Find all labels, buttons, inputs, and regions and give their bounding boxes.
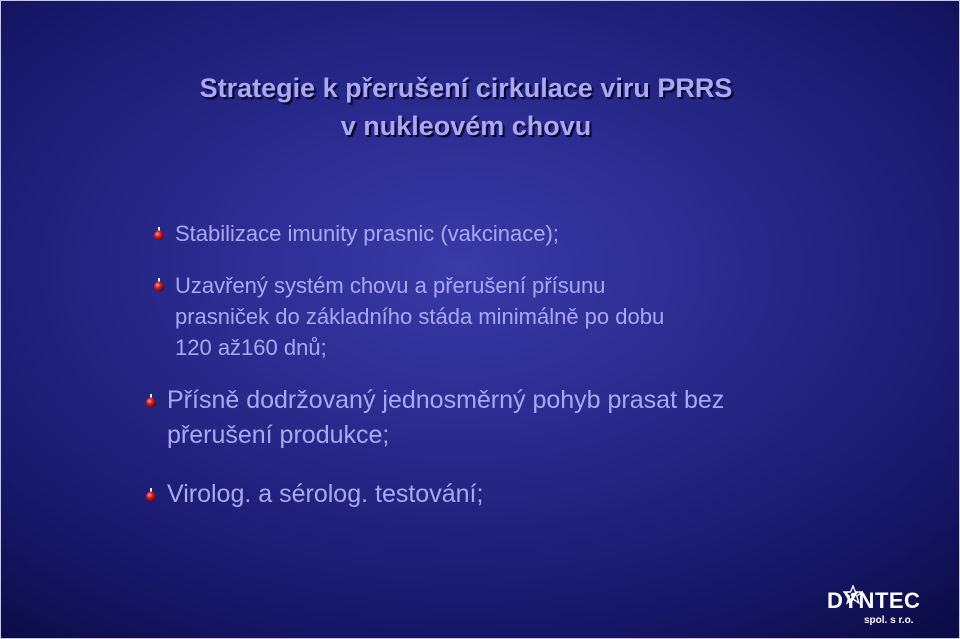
bullet-text-2: Uzavřený systém chovu a přerušení přísunu prasniček do základního stáda minimálně po dobu 120 až160 dnů; bbox=[175, 273, 665, 360]
red-sphere-bullet-icon bbox=[145, 394, 157, 408]
title-line-2: v nukleovém chovu bbox=[340, 111, 592, 141]
bullet-item-2 bbox=[153, 270, 664, 363]
logo-tagline: spol. s r.o. bbox=[864, 615, 914, 626]
company-logo bbox=[827, 587, 943, 631]
slide-title bbox=[1, 69, 931, 145]
red-sphere-bullet-icon bbox=[145, 488, 157, 502]
bullet-text-3: Přísně dodržovaný jednosměrný pohyb prasat bez přerušení produkce; bbox=[167, 386, 725, 449]
bullet-item-1 bbox=[153, 220, 559, 248]
red-sphere-bullet-icon bbox=[153, 278, 165, 292]
bullet-text-1: Stabilizace imunity prasnic (vakcinace); bbox=[175, 221, 559, 246]
title-line-1: Strategie k přerušení cirkulace viru PRRS bbox=[199, 73, 733, 103]
red-sphere-bullet-icon bbox=[153, 227, 165, 241]
bullet-item-3 bbox=[145, 383, 724, 453]
bullet-item-4 bbox=[145, 478, 483, 510]
bullet-text-4: Virolog. a sérolog. testování; bbox=[167, 480, 484, 508]
logo-name: DYNTEC bbox=[827, 588, 921, 613]
